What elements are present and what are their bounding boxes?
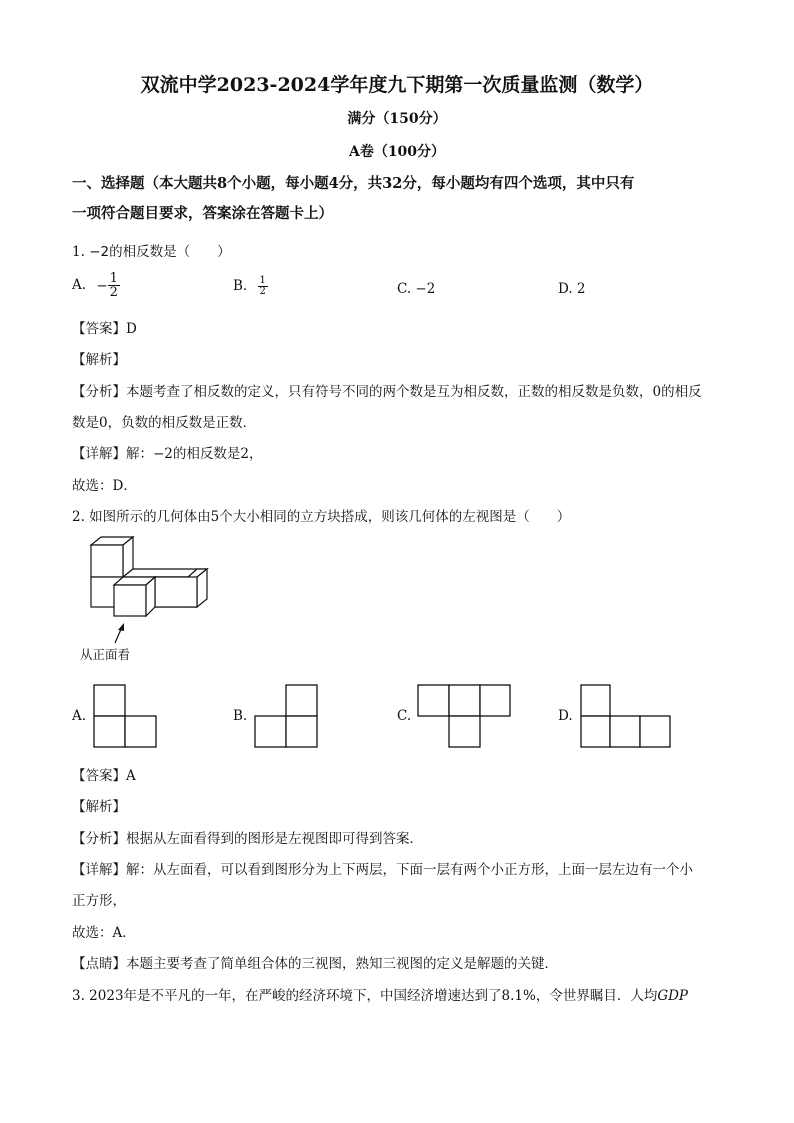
q2-option-d-label: D.: [558, 708, 573, 724]
question-1-stem: [72, 240, 231, 260]
q1-option-a: A. − $\frac{1}{2}$: [72, 271, 118, 300]
question-3-stem: 3. 2023年是不平凡的一年，在严峻的经济环境下，中国经济增速达到了8.1%，令世界瞩目．人均GDP: [72, 988, 689, 1004]
q1-fenxi-line1: 【分析】本题考查了相反数的定义，只有符号不同的两个数是互为相反数，正数的相反数是负数，0的相反: [72, 384, 702, 400]
fraction: $\frac{1}{2}$: [109, 271, 118, 300]
q2-option-c-label: C.: [397, 708, 412, 724]
q2-option-b-label: B.: [233, 708, 248, 724]
q2-dianjing: 【点睛】本题主要考查了简单组合体的三视图，熟知三视图的定义是解题的关键．: [72, 956, 558, 972]
q1-xiangjie: 【详解】解：−2的相反数是2，: [72, 446, 263, 462]
q2-option-a-label: A.: [72, 708, 87, 724]
q2-fenxi: 【分析】根据从左面看得到的图形是左视图即可得到答案．: [72, 831, 423, 847]
q1-analysis-tag: 【解析】: [72, 352, 126, 368]
q2-xiangjie-line2: 正方形，: [72, 893, 126, 909]
q2-option-c-view: [417, 684, 511, 748]
section-heading-line1: 一、选择题（本大题共8个小题，每小题4分，共32分，每小题均有四个选项，其中只有: [72, 175, 635, 192]
math-value: −2: [89, 244, 110, 260]
figure-caption: 从正面看: [80, 647, 131, 662]
paper-line: A卷（100分）: [348, 144, 446, 160]
q1-option-b: B. $\frac{1}{2}$: [233, 275, 266, 297]
question-number: 1.: [72, 244, 85, 260]
q1-fenxi-line2: 数是0，负数的相反数是正数．: [72, 415, 257, 431]
q1-option-d: D. 2: [558, 281, 586, 297]
stem-text: 的相反数是（ ）: [109, 244, 231, 260]
fraction: $\frac{1}{2}$: [259, 275, 266, 297]
q2-choose: 故选：A．: [72, 925, 136, 941]
page-title: 双流中学2023-2024学年度九下期第一次质量监测（数学）: [140, 74, 654, 96]
section-heading-line2: 一项符合题目要求，答案涂在答题卡上）: [72, 205, 333, 222]
q2-option-a-view: [93, 684, 157, 748]
question-2-stem: 2. 如图所示的几何体由5个大小相同的立方块搭成，则该几何体的左视图是（ ）: [72, 509, 571, 525]
q2-xiangjie-line1: 【详解】解：从左面看，可以看到图形分为上下两层，下面一层有两个小正方形，上面一层左边有一个小: [72, 862, 693, 878]
score-line: 满分（150分）: [347, 111, 447, 127]
q2-option-b-view: [254, 684, 318, 748]
q1-option-c: C. −2: [397, 281, 436, 297]
q2-answer: 【答案】A: [72, 768, 136, 784]
cube-figure: [80, 535, 210, 645]
q1-choose: 故选：D．: [72, 478, 137, 494]
q2-analysis-tag: 【解析】: [72, 799, 126, 815]
q1-answer: 【答案】D: [72, 321, 137, 337]
q2-option-d-view: [580, 684, 671, 748]
